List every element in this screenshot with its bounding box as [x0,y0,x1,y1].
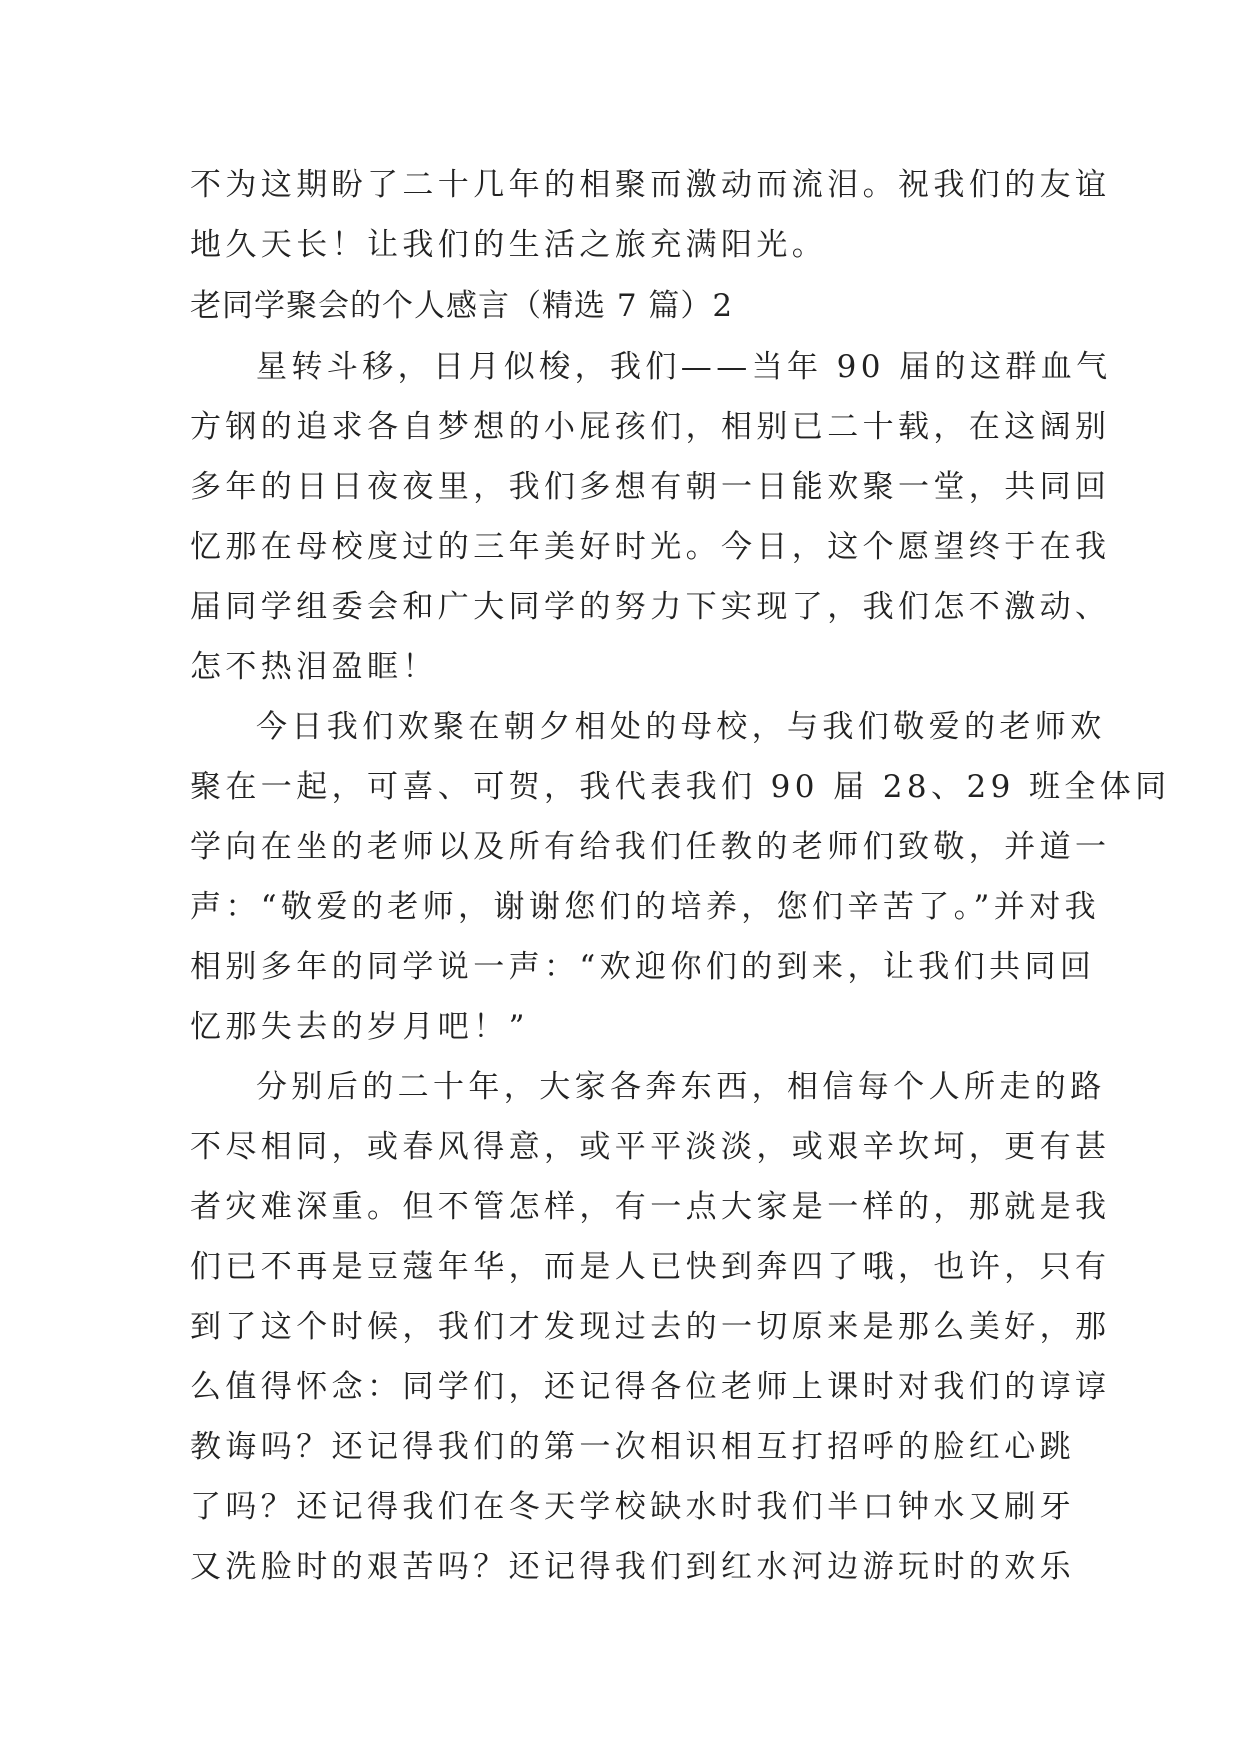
text-line: 不尽相同，或春风得意，或平平淡淡，或艰辛坎坷，更有甚 [190,1129,1111,1165]
text-line: 忆那失去的岁月吧！” [190,1009,529,1045]
text-line: 不为这期盼了二十几年的相聚而激动而流泪。祝我们的友谊 [190,167,1111,203]
text-line: 届同学组委会和广大同学的努力下实现了，我们怎不激动、 [190,589,1111,625]
text-line: 了吗？还记得我们在冬天学校缺水时我们半口钟水又刷牙 [190,1489,1075,1525]
text-line: 教诲吗？还记得我们的第一次相识相互打招呼的脸红心跳 [190,1429,1075,1465]
text-line: 忆那在母校度过的三年美好时光。今日，这个愿望终于在我 [190,529,1111,565]
text-line: 么值得怀念：同学们，还记得各位老师上课时对我们的谆谆 [190,1369,1111,1405]
text-line: 到了这个时候，我们才发现过去的一切原来是那么美好，那 [190,1309,1111,1345]
text-line: 学向在坐的老师以及所有给我们任教的老师们致敬，并道一 [190,829,1111,865]
text-line: 方钢的追求各自梦想的小屁孩们，相别已二十载，在这阔别 [190,409,1111,445]
text-line: 多年的日日夜夜里，我们多想有朝一日能欢聚一堂，共同回 [190,469,1111,505]
section-title: 老同学聚会的个人感言（精选 7 篇）2 [190,288,734,324]
text-line: 们已不再是豆蔻年华，而是人已快到奔四了哦，也许，只有 [190,1249,1111,1285]
text-line: 怎不热泪盈眶！ [190,649,438,685]
paragraph-2 [190,697,1171,1057]
continued-paragraph [190,155,1111,275]
paragraph-3 [190,1057,1111,1597]
text-line: 声：“敬爱的老师，谢谢您们的培养，您们辛苦了。”并对我 [190,889,1100,925]
text-line: 今日我们欢聚在朝夕相处的母校，与我们敬爱的老师欢 [256,709,1106,745]
text-line: 相别多年的同学说一声：“欢迎你们的到来，让我们共同回 [190,949,1096,985]
text-line: 地久天长！让我们的生活之旅充满阳光。 [190,227,828,263]
paragraph-1 [190,337,1112,697]
text-line: 者灾难深重。但不管怎样，有一点大家是一样的，那就是我 [190,1189,1111,1225]
document-page [190,155,1171,1597]
text-line: 星转斗移，日月似梭，我们——当年 90 届的这群血气 [256,349,1112,385]
text-line: 聚在一起，可喜、可贺，我代表我们 90 届 28、29 班全体同 [190,769,1171,805]
text-line: 分别后的二十年，大家各奔东西，相信每个人所走的路 [256,1069,1106,1105]
text-line: 又洗脸时的艰苦吗？还记得我们到红水河边游玩时的欢乐 [190,1549,1075,1585]
